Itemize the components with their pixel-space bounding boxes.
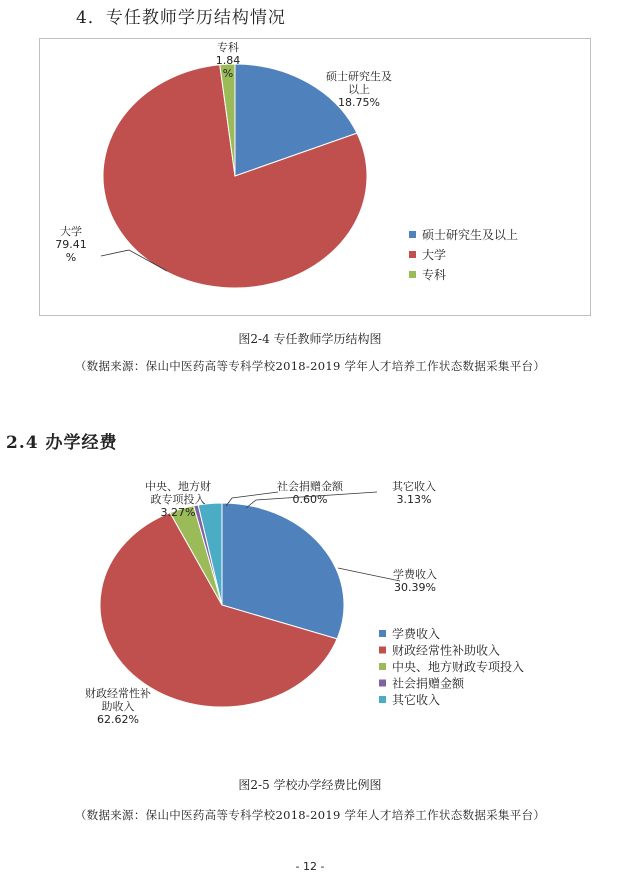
chart2-data-label-3: 社会捐赠金额 0.60% bbox=[277, 480, 343, 506]
chart2-legend-label-4: 其它收入 bbox=[392, 693, 441, 707]
data-source-note: （数据来源：保山中医药高等专科学校2018-2019 学年人才培养工作状态数据采集平台） bbox=[74, 808, 546, 822]
chart1-legend-label-1: 大学 bbox=[422, 248, 447, 262]
data-source-note: （数据来源：保山中医药高等专科学校2018-2019 学年人才培养工作状态数据采集平台） bbox=[74, 359, 546, 373]
chart2-data-label-4: 其它收入 3.13% bbox=[392, 480, 436, 506]
chart2-legend-label-3: 社会捐赠金额 bbox=[392, 676, 465, 691]
chart2-legend-swatch-3 bbox=[379, 680, 386, 687]
chart2-data-label-1: 财政经常性补助收入 62.62% bbox=[85, 687, 151, 726]
chart2-legend-label-1: 财政经常性补助收入 bbox=[392, 643, 501, 658]
chart2-legend-label-0: 学费收入 bbox=[392, 627, 441, 641]
figure-caption: 图2-4 专任教师学历结构图 bbox=[238, 332, 382, 346]
chart2-data-label-2: 中央、地方财政专项投入 3.27% bbox=[145, 480, 211, 519]
chart2-legend-swatch-2 bbox=[379, 663, 386, 670]
chart1-data-label-2: 专科 1.84 % bbox=[215, 41, 241, 80]
chart2-data-label-0: 学费收入 30.39% bbox=[393, 568, 437, 594]
chart1-legend-label-0: 硕士研究生及以上 bbox=[422, 228, 519, 242]
page-number: - 12 - bbox=[295, 860, 325, 873]
chart1-legend-swatch-2 bbox=[409, 271, 416, 278]
chart1-legend-swatch-1 bbox=[409, 251, 416, 258]
chart1-legend-swatch-0 bbox=[409, 231, 416, 238]
chart2-leader-line-0 bbox=[338, 568, 400, 581]
pie-chart-teacher-education bbox=[39, 38, 589, 314]
chart2-legend-swatch-4 bbox=[379, 696, 386, 703]
chart2-legend-swatch-1 bbox=[379, 647, 386, 654]
section-heading: 2.4 办学经费 bbox=[6, 433, 118, 453]
chart1-data-label-0: 硕士研究生及以上 18.75% bbox=[326, 70, 392, 109]
chart1-data-label-1: 大学 79.41 % bbox=[55, 225, 87, 264]
chart2-legend-label-2: 中央、地方财政专项投入 bbox=[392, 660, 525, 674]
chart2-legend-swatch-0 bbox=[379, 630, 386, 637]
figure-caption: 图2-5 学校办学经费比例图 bbox=[238, 778, 382, 792]
chart1-legend-label-2: 专科 bbox=[422, 268, 447, 282]
section-title: 4．专任教师学历结构情况 bbox=[76, 8, 286, 28]
pie-chart-funding bbox=[60, 470, 580, 770]
